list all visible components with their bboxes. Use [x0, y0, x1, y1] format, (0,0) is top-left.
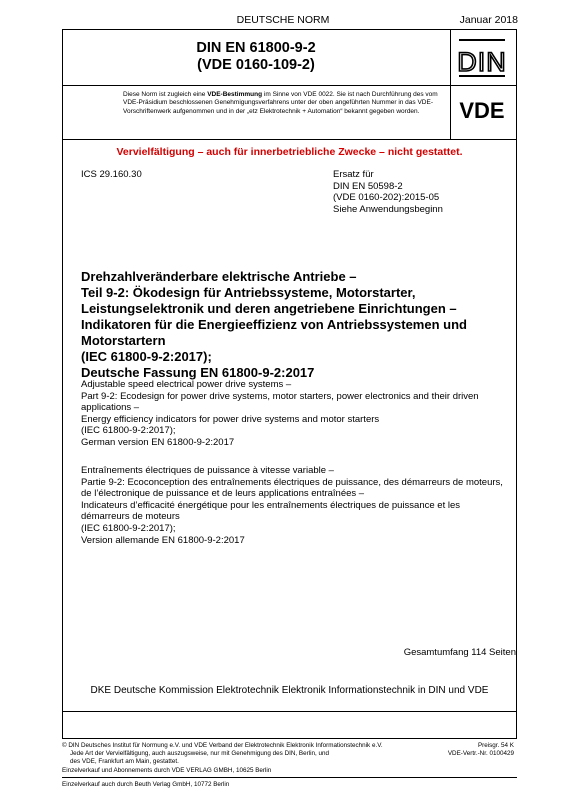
din-logo-text: DIN: [457, 47, 507, 77]
order-number: VDE-Vertr.-Nr. 0100429: [447, 750, 514, 757]
ics-code: ICS 29.160.30: [81, 169, 142, 180]
price-info: [414, 742, 514, 758]
standard-number: DIN EN 61800-9-2: [196, 40, 316, 56]
english-title: Adjustable speed electrical power drive systems – Part 9-2: Ecodesign for power drive systems, motor starters, power electronics and their driven applications – Energy efficiency indicators for power drive systems and motor starters (IEC 61800-9-2:2017); German version EN 61800-9-2:2017: [81, 379, 479, 448]
din-logo: [457, 38, 507, 80]
french-title: Entraînements électriques de puissance à vitesse variable – Partie 9-2: Ecoconception des entraînements électriques de puissance, des démarreurs de moteurs, de l’électronique de puissance et de leurs applications entraînées – Indicateurs d’efficacité énergétique pour les entraînements électriques de puissance et les démarreurs de moteurs (IEC 61800-9-2:2017); Version allemande EN 61800-9-2:2017: [81, 465, 503, 546]
vde-logo-text: VDE: [459, 98, 505, 123]
copyright-notice: © DIN Deutsches Institut für Normung e.V. und VDE Verband der Elektrotechnik Elektronik Informationstechnik e.V. Jede Art der Vervielfältigung, auch auszugsweise, nur mit Genehmigung des DIN, Berlin, und des VDE, Frankfurt am Main, gestattet.: [62, 742, 383, 765]
dke-divider: [62, 711, 517, 712]
document-type: DEUTSCHE NORM: [236, 14, 330, 26]
title-divider: [62, 85, 517, 86]
logo-divider: [450, 29, 451, 139]
vde-classification: (VDE 0160-109-2): [197, 57, 315, 73]
sales-beuth-verlag: Einzelverkauf auch durch Beuth Verlag GmbH, 10772 Berlin: [62, 781, 230, 788]
total-pages: Gesamtumfang 114 Seiten: [403, 647, 516, 658]
vde-notice: Diese Norm ist zugleich eine VDE-Bestimmung im Sinne von VDE 0022. Sie ist nach Durchführung des vom VDE-Präsidium beschlossenen Genehmigungsverfahrens unter der oben angeführten Nummer in das VDE-Vorschriftenwerk aufgenommen und in der „etz Elektrotechnik + Automation“ bekannt gegeben worden.: [123, 91, 438, 115]
reproduction-warning: Vervielfältigung – auch für innerbetriebliche Zwecke – nicht gestattet.: [116, 146, 463, 158]
vde-logo: [456, 97, 508, 123]
german-title: Drehzahlveränderbare elektrische Antriebe – Teil 9-2: Ökodesign für Antriebssysteme, Motorstarter, Leistungselektronik und deren angetriebene Einrichtungen – Indikatoren für die Energieeffizienz von Antriebssystemen und Motorstartern (IEC 61800-9-2:2017); Deutsche Fassung EN 61800-9-2:2017: [81, 269, 467, 380]
sales-vde-verlag: Einzelverkauf und Abonnements durch VDE VERLAG GMBH, 10625 Berlin: [62, 767, 272, 774]
document-number: [62, 40, 450, 74]
notice-divider: [62, 139, 517, 140]
replacement-info: Ersatz für DIN EN 50598-2 (VDE 0160-202):2015-05 Siehe Anwendungsbeginn: [333, 169, 443, 215]
sales-divider: [62, 777, 517, 778]
issue-date: Januar 2018: [459, 14, 518, 26]
dke-commission: DKE Deutsche Kommission Elektrotechnik Elektronik Informationstechnik in DIN und VDE: [90, 685, 489, 696]
price-group: Preisgr. 54 K: [477, 742, 514, 749]
